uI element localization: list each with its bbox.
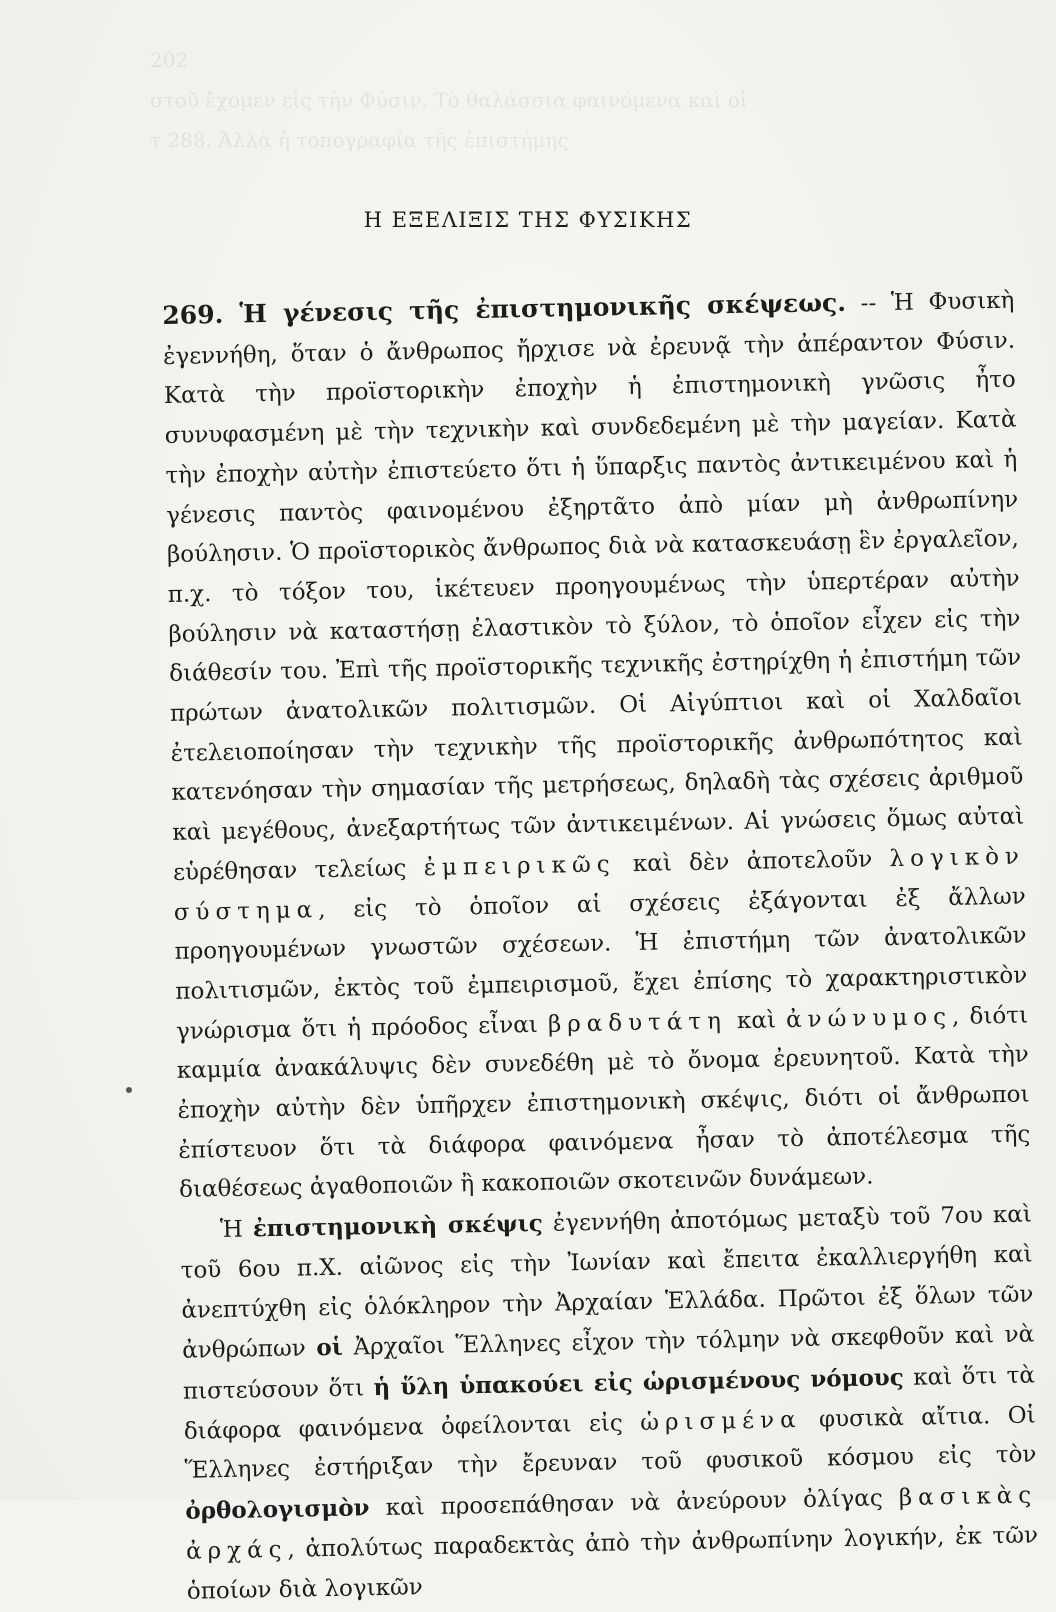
text-run: καὶ xyxy=(726,1006,787,1034)
text-run: καὶ προσεπάθησαν νὰ ἀνεύρουν ὀλίγας xyxy=(369,1485,900,1522)
bold-emphasis: ἐπιστημονικὴ σκέψις xyxy=(252,1210,544,1243)
bleed-through-text xyxy=(150,40,1010,290)
text-run: καὶ δὲν ἀποτελοῦν xyxy=(615,845,890,878)
paragraph-2 xyxy=(180,1195,1040,1612)
bleed-page-number: 202 xyxy=(150,48,189,72)
margin-mark xyxy=(126,1087,132,1093)
bleed-section: τ 288. Ἀλλὰ ἡ τοπογραφία τῆς ἐπιστήμης xyxy=(150,128,569,152)
section-heading: 269. Ἡ γένεσις τῆς ἐπιστημονικῆς σκέψεως. xyxy=(162,287,847,330)
text-run: -- Ἡ Φυσικὴ ἐγεννήθη, ὅταν ὁ ἄνθρωπος ἤρχισε νὰ ἐρευνᾷ τὴν ἀπέραντον Φύσιν. Κατὰ τὴν προϊστορικὴν ἐποχὴν ἡ ἐπιστημονικὴ γνῶσις ἦτο συνυφασμένη μὲ τὴν τεχνικὴν καὶ συνδεδεμένη μὲ τὴν μαγείαν. Κατὰ τὴν ἐποχὴν αὐτὴν ἐπιστεύετο ὅτι ἡ ὕπαρξις παντὸς ἀντικειμένου καὶ ἡ γένεσις παντὸς φαινομένου ἐξηρτᾶτο ἀπὸ μίαν μὴ ἀνθρωπίνην βούλησιν. Ὁ προϊστορικὸς ἄνθρωπος διὰ νὰ κατασκευάσῃ ἓν ἐργαλεῖον, π.χ. τὸ τόξον του, ἱκέτευεν προηγουμένως τὴν ὑπερτέραν αὐτὴν βούλησιν νὰ καταστήσῃ ἐλαστικὸν τὸ ξύλον, τὸ ὁποῖον εἶχεν εἰς τὴν διάθεσίν του. Ἐπὶ τῆς προϊστορικῆς τεχνικῆς ἐστηρίχθη ἡ ἐπιστήμη τῶν πρώτων ἀνατολικῶν πολιτισμῶν. Οἱ Αἰγύπτιοι καὶ οἱ Χαλδαῖοι ἐτελειοποίησαν τὴν τεχνικὴν τῆς προϊστορικῆς ἀνθρωπότητος καὶ κατενόησαν τὴν σημασίαν τῆς μετρήσεως, δηλαδὴ τὰς σχέσεις ἀριθμοῦ καὶ μεγέθους, ἀνεξαρτήτως τῶν ἀντικειμένων. Αἱ γνώσεις ὅμως αὐταὶ εὑρέθησαν τελείως xyxy=(162,287,1025,886)
text-run: , ἀπολύτως παραδεκτὰς ἀπὸ τὴν ἀνθρωπίνην λογικήν, ἐκ τῶν ὁποίων διὰ λογικῶν xyxy=(186,1522,1039,1605)
text-run: καὶ ὅτι τὰ διάφορα φαινόμενα ὀφείλονται εἰς xyxy=(183,1362,1036,1445)
body-text xyxy=(162,280,1039,1612)
text-run: Ἀρχαῖοι Ἕλληνες εἶχον τὴν τόλμην νὰ σκεφθοῦν καὶ νὰ πιστεύσουν ὅτι xyxy=(182,1321,1035,1405)
bleed-line: στοῦ ἔχομεν εἰς τὴν Φύσιν. Τὸ θαλάσσια φαινόμενα καὶ οἱ xyxy=(150,88,748,112)
spaced-emphasis: ὡρισμένα xyxy=(639,1406,802,1436)
spaced-emphasis: βραδυτάτη xyxy=(547,1007,728,1038)
text-run: , διότι καμμία ἀνακάλυψις δὲν συνεδέθη μὲ τὸ ὄνομα ἐρευνητοῦ. Κατὰ τὴν ἐποχὴν αὐτὴν δὲν ὑπῆρχεν ἐπιστημονικὴ σκέψις, διότι οἱ ἄνθρωποι ἐπίστευον ὅτι τὰ διάφορα φαινόμενα ἦσαν τὸ ἀποτέλεσμα τῆς διαθέσεως ἀγαθοποιῶν ἢ κακοποιῶν σκοτεινῶν δυνάμεων. xyxy=(176,1002,1031,1204)
spaced-emphasis: βασικὰς ἀρχάς xyxy=(185,1482,1038,1565)
page-title: Η ΕΞΕΛΙΞΙΣ ΤΗΣ ΦΥΣΙΚΗΣ xyxy=(363,208,693,232)
text-run: , εἰς τὸ ὁποῖον αἱ σχέσεις ἐξάγονται ἐξ ἄλλων προηγουμένων γνωστῶν σχέσεων. Ἡ ἐπιστήμη τῶν ἀνατολικῶν πολιτισμῶν, ἐκτὸς τοῦ ἐμπειρισμοῦ, ἔχει ἐπίσης τὸ χαρακτηριστικὸν γνώρισμα ὅτι ἡ πρόοδος εἶναι xyxy=(174,883,1028,1045)
bold-emphasis: οἱ xyxy=(316,1334,344,1362)
bold-emphasis: ὀρθολογισμὸν xyxy=(185,1494,370,1525)
text-run: ἐγεννήθη ἀποτόμως μεταξὺ τοῦ 7ου καὶ τοῦ 6ου π.Χ. αἰῶνος εἰς τὴν Ἰωνίαν καὶ ἔπειτα ἐκαλλιεργήθη καὶ ἀνεπτύχθη εἰς ὁλόκληρον τὴν Ἀρχαίαν Ἑλλάδα. Πρῶτοι ἐξ ὅλων τῶν ἀνθρώπων xyxy=(180,1201,1034,1365)
spaced-emphasis: ἀνώνυμος xyxy=(785,1003,953,1033)
paragraph-1 xyxy=(162,280,1031,1211)
bold-emphasis: ἡ ὕλη ὑπακούει εἰς ὡρισμένους νόμους xyxy=(373,1363,905,1402)
text-run: Ἡ xyxy=(219,1216,254,1244)
spaced-emphasis: ἐμπειρικῶς xyxy=(423,851,616,881)
spaced-emphasis: λογικὸν σύστημα xyxy=(173,843,1026,926)
text-run: φυσικὰ αἴτια. Οἱ Ἕλληνες ἐστήριξαν τὴν ἔρευναν τοῦ φυσικοῦ κόσμου εἰς τὸν xyxy=(184,1402,1037,1485)
